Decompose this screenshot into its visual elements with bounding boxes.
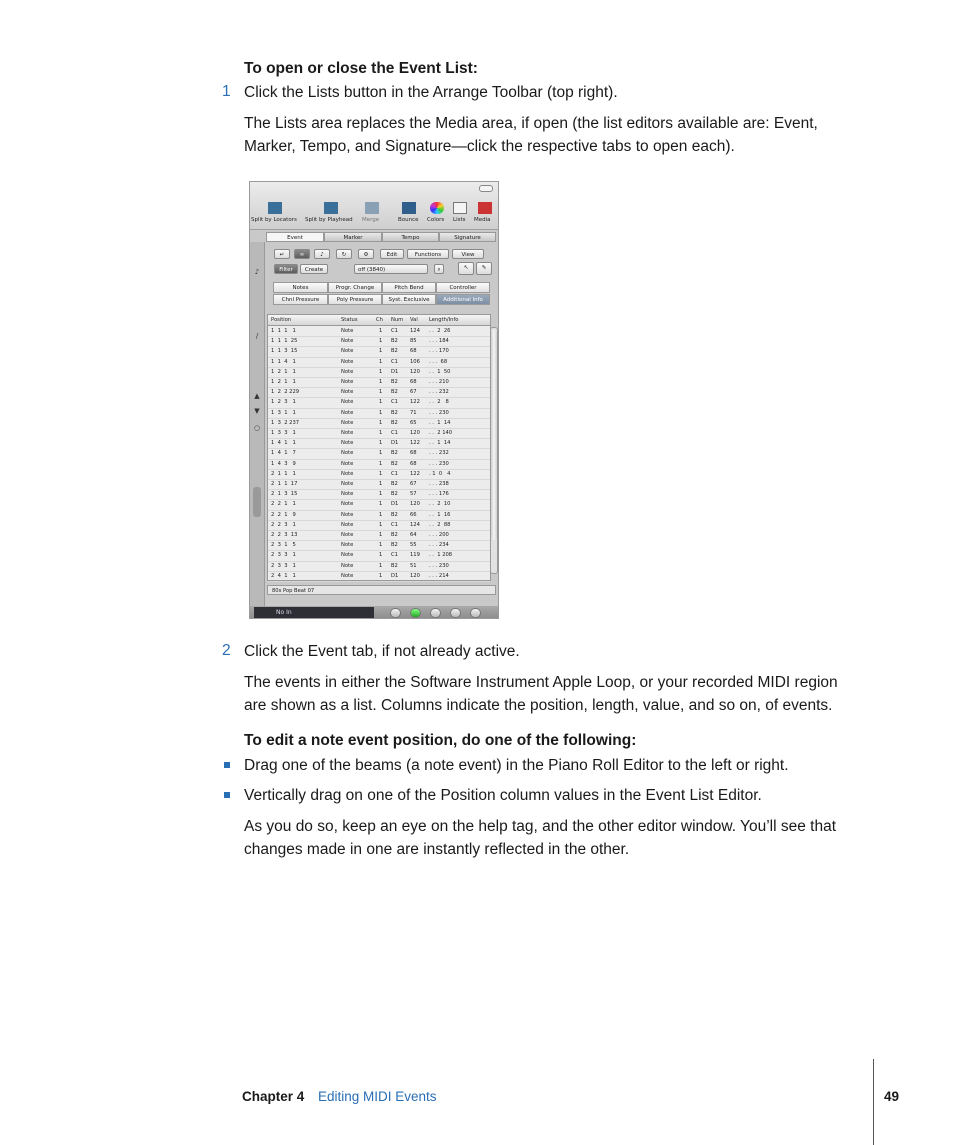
status-cell: Note: [341, 338, 354, 345]
record-icon[interactable]: [470, 608, 481, 618]
length-cell: . . . 176: [429, 491, 449, 498]
footer-chapter: Chapter 4: [242, 1089, 305, 1104]
position-cell: 1 2 1 1: [271, 379, 296, 385]
position-cell: 1 2 2 229: [271, 389, 300, 396]
filter-notes-button[interactable]: Notes: [273, 282, 328, 293]
length-cell: . . . 232: [429, 450, 449, 457]
number-cell: D1: [391, 440, 399, 447]
status-cell: Note: [341, 562, 354, 569]
status-cell: Note: [341, 389, 354, 396]
footer-chapter-title: Editing MIDI Events: [318, 1089, 437, 1104]
length-cell: . 1 0 4: [429, 470, 451, 477]
value-cell: 66: [410, 511, 417, 518]
arrow-down-icon: ▼: [254, 407, 260, 415]
status-cell: Note: [341, 419, 354, 426]
view-menu[interactable]: View: [452, 249, 484, 259]
value-cell: 124: [410, 328, 420, 334]
channel-cell: 1: [379, 501, 383, 508]
bullet-text: Vertically drag on one of the Position column values in the Event List Editor.: [244, 787, 762, 804]
search-icon[interactable]: ⌕: [434, 264, 444, 274]
channel-cell: 1: [379, 521, 383, 528]
page-number: 49: [884, 1089, 900, 1104]
status-cell: Note: [341, 368, 354, 375]
paragraph-line: The Lists area replaces the Media area, if open (the list editors available are: Event,: [244, 115, 818, 132]
status-cell: Note: [341, 409, 354, 416]
toolbar-label: Media: [474, 217, 491, 223]
filter-syst-exclusive-button[interactable]: Syst. Exclusive: [382, 294, 436, 305]
paragraph-line: are shown as a list. Columns indicate the position, length, value, and so on, of events.: [244, 697, 833, 714]
event-list-screenshot: [249, 181, 499, 619]
number-cell: B2: [391, 562, 398, 569]
number-cell: B2: [391, 542, 398, 549]
value-cell: 120: [410, 501, 420, 508]
value-cell: 68: [410, 348, 417, 355]
region-name-field: 80s Pop Beat 07: [267, 585, 496, 595]
number-cell: B2: [391, 379, 398, 385]
number-cell: B2: [391, 338, 398, 345]
toolbar-label: Bounce: [398, 217, 419, 223]
channel-cell: 1: [379, 552, 383, 559]
length-cell: . . 2 10: [429, 501, 451, 508]
number-cell: B2: [391, 450, 398, 457]
status-cell: Note: [341, 440, 354, 447]
number-cell: D1: [391, 368, 399, 375]
quantize-select[interactable]: off (3840): [354, 264, 428, 274]
position-cell: 2 1 1 17: [271, 481, 298, 487]
status-cell: Note: [341, 399, 354, 406]
paragraph-line: As you do so, keep an eye on the help tag, and the other editor window. You’ll see that: [244, 818, 837, 835]
channel-cell: 1: [379, 368, 383, 375]
step-number: 1: [222, 83, 231, 100]
step-number: 2: [222, 642, 231, 659]
status-cell: Note: [341, 460, 354, 467]
pencil-tool-icon[interactable]: ✎: [476, 262, 492, 275]
length-cell: . . . 230: [429, 460, 449, 467]
loop-button[interactable]: ↻: [336, 249, 352, 259]
position-cell: 1 4 1 7: [271, 450, 296, 457]
length-cell: . . . 200: [429, 532, 449, 538]
length-cell: . . 1 16: [429, 511, 451, 518]
position-cell: 1 4 3 9: [271, 460, 296, 467]
position-cell: 2 2 1 1: [271, 501, 296, 508]
value-cell: 120: [410, 430, 420, 436]
colors-icon[interactable]: [430, 202, 444, 214]
length-cell: . . . 230: [429, 409, 449, 416]
bullet-text: Drag one of the beams (a note event) in the Piano Roll Editor to the left or right.: [244, 757, 789, 774]
tab-signature[interactable]: Signature: [439, 232, 496, 242]
transport-bar: [250, 606, 498, 619]
length-cell: . . . 214: [429, 572, 449, 579]
pencil-icon: /: [255, 332, 259, 340]
edit-menu[interactable]: Edit: [380, 249, 404, 259]
value-cell: 120: [410, 368, 420, 375]
number-cell: B2: [391, 348, 398, 355]
value-cell: 120: [410, 572, 420, 579]
section-heading-edit-note: To edit a note event position, do one of the following:: [244, 732, 637, 749]
channel-cell: 1: [379, 511, 383, 518]
media-icon[interactable]: [478, 202, 492, 214]
channel-cell: 1: [379, 572, 383, 579]
toolbar-label: Split by Playhead: [305, 217, 353, 223]
position-cell: 2 4 1 1: [271, 572, 296, 579]
channel-cell: 1: [379, 481, 383, 487]
status-cell: Note: [341, 532, 354, 538]
number-cell: B2: [391, 532, 398, 538]
create-button[interactable]: Create: [300, 264, 328, 274]
status-cell: Note: [341, 552, 354, 559]
toolbar-label: Split by Locators: [251, 217, 297, 223]
merge-icon[interactable]: [365, 202, 379, 214]
midi-out-button[interactable]: ♪: [314, 249, 330, 259]
channel-cell: 1: [379, 338, 383, 345]
toolbar-toggle-icon[interactable]: [479, 185, 493, 192]
position-cell: 1 1 3 15: [271, 348, 298, 355]
length-cell: . . . 210: [429, 379, 449, 385]
status-cell: Note: [341, 521, 354, 528]
length-cell: . . . 238: [429, 481, 449, 487]
number-cell: B2: [391, 511, 398, 518]
position-cell: 1 1 1 1: [271, 328, 296, 334]
paragraph-line: Marker, Tempo, and Signature—click the respective tabs to open each).: [244, 138, 735, 155]
position-cell: 2 1 1 1: [271, 470, 296, 477]
step-text: Click the Lists button in the Arrange Toolbar (top right).: [244, 84, 618, 101]
number-cell: D1: [391, 501, 399, 508]
tab-tempo[interactable]: Tempo: [382, 232, 439, 242]
number-cell: C1: [391, 328, 398, 334]
value-cell: 64: [410, 532, 417, 538]
channel-cell: 1: [379, 348, 383, 355]
number-cell: B2: [391, 389, 398, 396]
number-cell: B2: [391, 419, 398, 426]
value-cell: 57: [410, 491, 417, 498]
table-header: [268, 315, 490, 326]
note-icon: ♪: [254, 268, 260, 276]
lcd-display: No In: [254, 607, 374, 619]
value-cell: 68: [410, 379, 417, 385]
knob-icon: ○: [253, 424, 261, 432]
table-row[interactable]: [268, 571, 490, 582]
number-cell: C1: [391, 470, 398, 477]
number-cell: B2: [391, 460, 398, 467]
filter-poly-pressure-button[interactable]: Poly Pressure: [328, 294, 382, 305]
status-cell: Note: [341, 358, 354, 365]
length-cell: . . . 68: [429, 358, 448, 365]
step-text: Click the Event tab, if not already active.: [244, 643, 520, 660]
toolbar-label: Lists: [453, 217, 466, 223]
channel-cell: 1: [379, 460, 383, 467]
value-cell: 67: [410, 389, 417, 396]
column-header[interactable]: Ch: [376, 317, 383, 323]
list-scrollbar[interactable]: [490, 327, 498, 574]
functions-menu[interactable]: Functions: [407, 249, 449, 259]
channel-cell: 1: [379, 470, 383, 477]
paragraph-line: changes made in one are instantly reflected in the other.: [244, 841, 630, 858]
channel-cell: 1: [379, 562, 383, 569]
filter-additional-info-button[interactable]: Additional Info: [436, 294, 490, 305]
value-cell: 68: [410, 460, 417, 467]
position-cell: 2 3 3 1: [271, 552, 296, 559]
position-cell: 2 2 3 13: [271, 532, 298, 538]
pointer-tool-icon[interactable]: ↖: [458, 262, 474, 275]
status-cell: Note: [341, 491, 354, 498]
length-cell: . . 1 208: [429, 552, 453, 559]
column-header[interactable]: Num: [391, 317, 404, 323]
paragraph-line: The events in either the Software Instrument Apple Loop, or your recorded MIDI region: [244, 674, 838, 691]
status-cell: Note: [341, 542, 354, 549]
section-heading-open-close: To open or close the Event List:: [244, 60, 478, 77]
length-cell: . . 2 26: [429, 328, 451, 334]
length-cell: . . . 234: [429, 542, 449, 549]
channel-cell: 1: [379, 409, 383, 416]
value-cell: 51: [410, 562, 417, 569]
status-cell: Note: [341, 501, 354, 508]
position-cell: 1 1 4 1: [271, 358, 296, 365]
tab-event[interactable]: Event: [266, 232, 324, 242]
value-cell: 67: [410, 481, 417, 487]
stop-icon[interactable]: [450, 608, 461, 618]
split-by-locators-icon[interactable]: [268, 202, 282, 214]
filter-progr-change-button[interactable]: Progr. Change: [328, 282, 382, 293]
status-cell: Note: [341, 348, 354, 355]
toolbar-label: Colors: [427, 217, 445, 223]
number-cell: D1: [391, 572, 399, 579]
cycle-icon[interactable]: [430, 608, 441, 618]
length-cell: . . . 170: [429, 348, 449, 355]
channel-cell: 1: [379, 450, 383, 457]
value-cell: 122: [410, 399, 420, 406]
position-cell: 1 3 1 1: [271, 409, 296, 416]
status-cell: Note: [341, 430, 354, 436]
value-cell: 85: [410, 338, 417, 345]
position-cell: 2 3 3 1: [271, 562, 296, 569]
column-header[interactable]: Position: [271, 317, 292, 323]
length-cell: . . 2 140: [429, 430, 453, 436]
position-cell: 2 1 3 15: [271, 491, 298, 498]
length-cell: . . 2 8: [429, 399, 449, 406]
value-cell: 106: [410, 358, 420, 365]
number-cell: C1: [391, 430, 398, 436]
value-cell: 71: [410, 409, 417, 416]
status-cell: Note: [341, 572, 354, 579]
number-cell: C1: [391, 552, 398, 559]
column-header[interactable]: Val: [410, 317, 418, 323]
channel-cell: 1: [379, 440, 383, 447]
filter-chnl-pressure-button[interactable]: Chnl Pressure: [273, 294, 328, 305]
value-cell: 122: [410, 470, 420, 477]
position-cell: 1 2 1 1: [271, 368, 296, 375]
event-list-table: [267, 314, 491, 581]
length-cell: . . 1 14: [429, 440, 451, 447]
bounce-icon[interactable]: [402, 202, 416, 214]
filter-pitch-bend-button[interactable]: Pitch Bend: [382, 282, 436, 293]
value-cell: 122: [410, 440, 420, 447]
length-cell: . . . 184: [429, 338, 449, 345]
split-by-playhead-icon[interactable]: [324, 202, 338, 214]
length-cell: . . 2 88: [429, 521, 451, 528]
column-header[interactable]: Status: [341, 317, 358, 323]
channel-cell: 1: [379, 389, 383, 396]
channel-cell: 1: [379, 399, 383, 406]
value-cell: 55: [410, 542, 417, 549]
slider-handle[interactable]: [253, 487, 261, 517]
catch-button[interactable]: ⚙: [358, 249, 374, 259]
number-cell: C1: [391, 521, 398, 528]
bullet-icon: [224, 792, 230, 798]
channel-cell: 1: [379, 532, 383, 538]
position-cell: 1 1 1 25: [271, 338, 298, 345]
value-cell: 124: [410, 521, 420, 528]
link-button[interactable]: ∞: [294, 249, 310, 259]
arrow-up-icon: ▲: [254, 392, 260, 400]
status-cell: Note: [341, 450, 354, 457]
bullet-icon: [224, 762, 230, 768]
value-cell: 68: [410, 450, 417, 457]
number-cell: B2: [391, 491, 398, 498]
channel-cell: 1: [379, 328, 383, 334]
list-tabs: [266, 232, 496, 242]
position-cell: 1 4 1 1: [271, 440, 296, 447]
position-cell: 2 3 1 5: [271, 542, 296, 549]
length-cell: . . 1 50: [429, 368, 451, 375]
length-cell: . . . 232: [429, 389, 449, 396]
column-header[interactable]: Length/Info: [429, 317, 459, 323]
position-cell: 1 2 3 1: [271, 399, 296, 406]
value-cell: 119: [410, 552, 420, 559]
scrollbar-thumb[interactable]: [491, 330, 497, 540]
position-cell: 1 3 3 1: [271, 430, 296, 436]
number-cell: C1: [391, 358, 398, 365]
back-button[interactable]: ↵: [274, 249, 290, 259]
toolbar-label: Merge: [362, 217, 380, 223]
lists-icon[interactable]: [453, 202, 467, 214]
channel-cell: 1: [379, 491, 383, 498]
status-cell: Note: [341, 328, 354, 334]
channel-cell: 1: [379, 430, 383, 436]
position-cell: 2 2 1 9: [271, 511, 296, 518]
length-cell: . . . 230: [429, 562, 449, 569]
position-cell: 2 2 3 1: [271, 521, 296, 528]
length-cell: . . 1 14: [429, 419, 451, 426]
filter-controller-button[interactable]: Controller: [436, 282, 490, 293]
value-cell: 65: [410, 419, 417, 426]
status-cell: Note: [341, 379, 354, 385]
status-cell: Note: [341, 511, 354, 518]
channel-cell: 1: [379, 419, 383, 426]
rewind-icon[interactable]: [390, 608, 401, 618]
filter-button[interactable]: Filter: [274, 264, 298, 274]
channel-cell: 1: [379, 379, 383, 385]
position-cell: 1 3 2 237: [271, 419, 300, 426]
channel-cell: 1: [379, 542, 383, 549]
left-gutter: [250, 242, 265, 612]
channel-cell: 1: [379, 358, 383, 365]
footer-divider: [873, 1059, 874, 1145]
number-cell: B2: [391, 409, 398, 416]
status-cell: Note: [341, 481, 354, 487]
play-icon[interactable]: [410, 608, 421, 618]
arrange-toolbar: [250, 182, 498, 230]
number-cell: C1: [391, 399, 398, 406]
status-cell: Note: [341, 470, 354, 477]
tab-marker[interactable]: Marker: [324, 232, 382, 242]
number-cell: B2: [391, 481, 398, 487]
